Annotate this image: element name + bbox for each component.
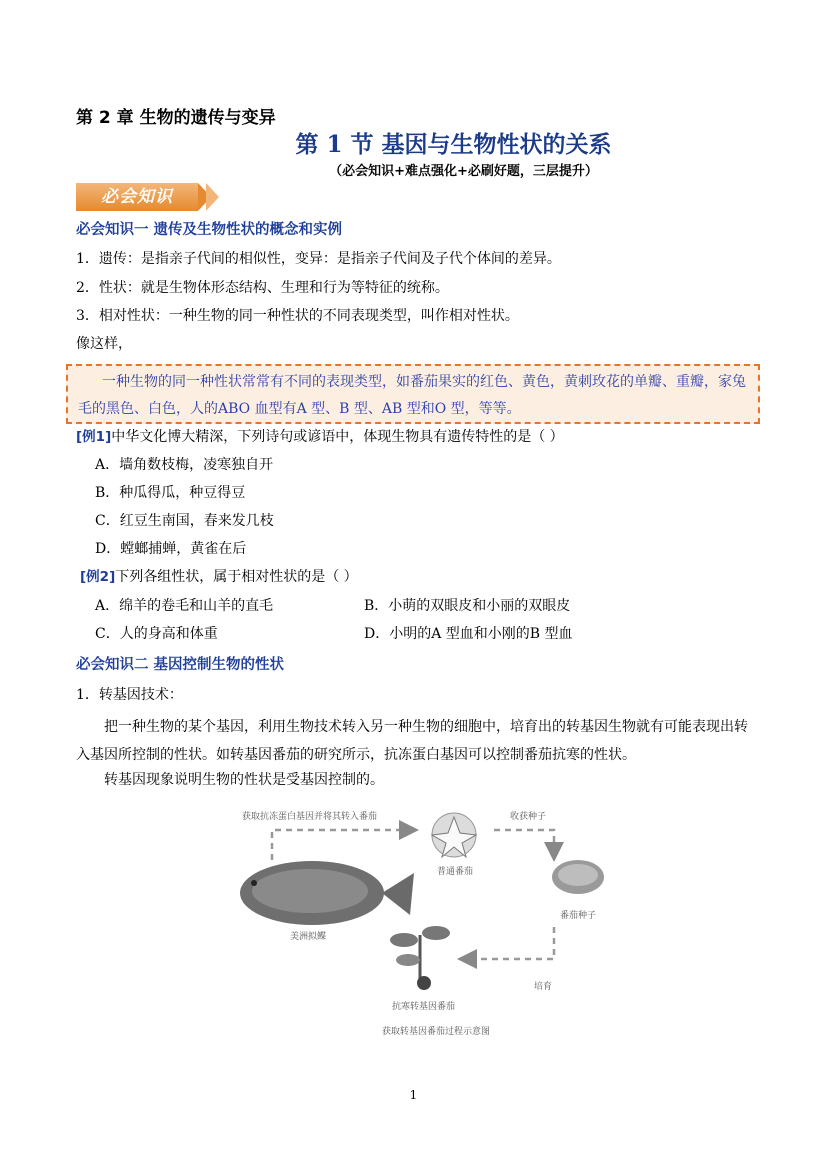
- label-harvest: 收获种子: [510, 812, 547, 822]
- transgenic-tomato-diagram: [232, 805, 732, 1045]
- chevron-icon: [206, 183, 219, 211]
- tomato-plant-icon: [390, 926, 450, 990]
- example-2-option: B．小萌的双眼皮和小丽的双眼皮: [364, 598, 571, 614]
- knowledge-2-item: 1．转基因技术：: [76, 687, 183, 703]
- example-2-question: [80, 567, 358, 587]
- example-2-text: 下列各组性状，属于相对性状的是（ ）: [115, 569, 358, 585]
- label-seeds: 番茄种子: [560, 911, 597, 921]
- knowledge-1-item: 3．相对性状：一种生物的同一种性状的不同表现类型，叫作相对性状。: [76, 308, 519, 324]
- example-1-option: A．墙角数枝梅，凌寒独自开: [95, 457, 274, 473]
- arrow-to-plant: [462, 927, 554, 959]
- fish-icon: [240, 861, 414, 925]
- example-2-tag: [例2]: [80, 569, 116, 585]
- tomato-flower-icon: [432, 813, 476, 857]
- section-subtitle: （必会知识+难点强化+必刷好题，三层提升）: [329, 164, 598, 179]
- page-number: 1: [409, 1088, 418, 1102]
- arrow-to-seeds: [494, 830, 554, 857]
- example-1-question: [76, 427, 564, 447]
- diagram-svg: [232, 805, 732, 1045]
- seeds-icon: [552, 860, 604, 894]
- example-2-option: D．小明的A 型血和小刚的B 型血: [364, 626, 573, 642]
- label-cultivate: 培育: [534, 982, 553, 992]
- knowledge-2-conclusion: 转基因现象说明生物的性状是受基因控制的。: [104, 772, 384, 788]
- knowledge-1-item: 2．性状：就是生物体形态结构、生理和行为等特征的统称。: [76, 280, 449, 296]
- knowledge-2-heading: 必会知识二 基因控制生物的性状: [76, 657, 285, 673]
- knowledge-1-lead: 像这样，: [76, 336, 132, 352]
- section-title: 第 1 节 基因与生物性状的关系: [295, 131, 612, 158]
- example-2-option: C．人的身高和体重: [95, 626, 218, 642]
- arrow-to-tomato: [272, 830, 414, 860]
- example-2-option: A．绵羊的卷毛和山羊的直毛: [95, 598, 274, 614]
- figure-caption: 获取转基因番茄过程示意图: [382, 1027, 491, 1037]
- knowledge-banner: [76, 183, 226, 211]
- label-fish: 美洲拟鲽: [290, 932, 327, 942]
- knowledge-1-item: 1．遗传：是指亲子代间的相似性，变异：是指亲子代间及子代个体间的差异。: [76, 251, 561, 267]
- knowledge-1-heading: 必会知识一 遗传及生物性状的概念和实例: [76, 222, 343, 238]
- label-top: 获取抗冻蛋白基因并将其转入番茄: [242, 812, 378, 822]
- knowledge-2-paragraph: 把一种生物的某个基因，利用生物技术转入另一种生物的细胞中，培育出的转基因生物就有可能表现出转入基因所控制的性状。如转基因番茄的研究所示，抗冻蛋白基因可以控制番茄抗寒的性状。: [76, 719, 748, 763]
- example-1-tag: [例1]: [76, 429, 112, 445]
- example-1-option: C．红豆生南国，春来发几枝: [95, 513, 274, 529]
- example-1-option: B．种瓜得瓜，种豆得豆: [95, 485, 246, 501]
- example-1-text: 中华文化博大精深，下列诗句或谚语中，体现生物具有遗传特性的是（ ）: [111, 429, 564, 445]
- chapter-title: 第 2 章 生物的遗传与变异: [76, 108, 276, 128]
- label-tomato: 普通番茄: [437, 867, 474, 877]
- banner-label: 必会知识: [76, 183, 198, 211]
- example-1-option: D．螳螂捕蝉，黄雀在后: [95, 541, 247, 557]
- example-callout: 一种生物的同一种性状常常有不同的表现类型，如番茄果实的红色、黄色，黄刺玫花的单瓣、重瓣，家兔毛的黑色、白色，人的ABO 血型有A 型、B 型、AB 型和O 型，等等。: [66, 364, 760, 424]
- label-plant: 抗寒转基因番茄: [392, 1002, 456, 1012]
